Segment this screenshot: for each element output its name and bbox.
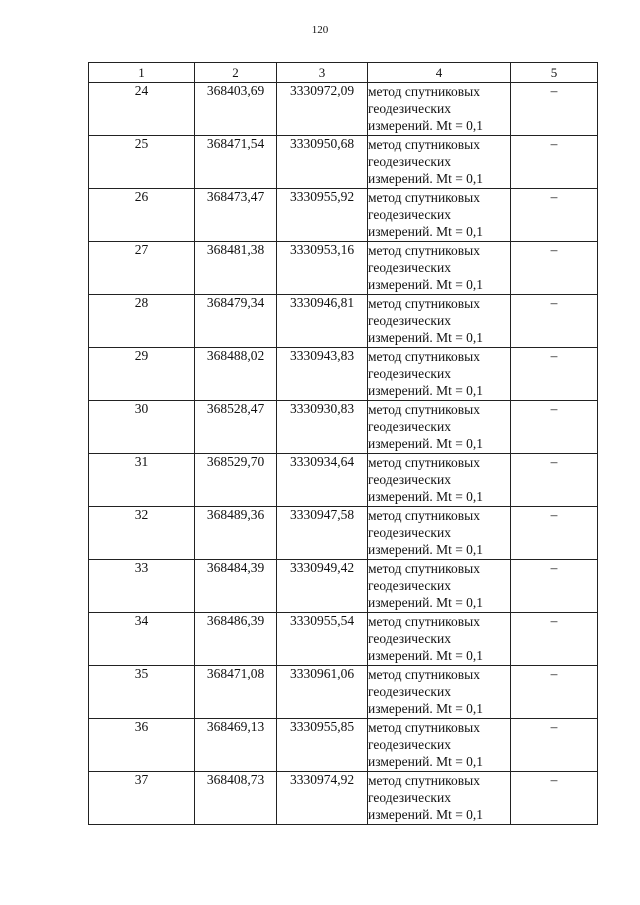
coordinate-x: 368408,73 [195,772,277,825]
method-line-3: измерений. Mt = 0,1 [368,436,484,451]
method-line-3: измерений. Mt = 0,1 [368,118,484,133]
method-line-1: метод спутниковых [368,773,480,788]
header-col-5: 5 [511,63,598,83]
table-row [89,560,598,613]
method-line-2: геодезических [368,525,451,540]
table-row [89,242,598,295]
method-line-3: измерений. Mt = 0,1 [368,330,484,345]
method-cell [368,295,511,348]
coordinate-y: 3330955,85 [277,719,368,772]
point-number: 34 [89,613,195,666]
coordinate-y: 3330949,42 [277,560,368,613]
method-line-1: метод спутниковых [368,190,480,205]
header-col-2: 2 [195,63,277,83]
method-line-2: геодезических [368,419,451,434]
coordinate-x: 368488,02 [195,348,277,401]
method-cell [368,348,511,401]
method-cell [368,719,511,772]
method-line-1: метод спутниковых [368,402,480,417]
table-row [89,189,598,242]
coordinate-y: 3330947,58 [277,507,368,560]
point-number: 26 [89,189,195,242]
coordinate-x: 368473,47 [195,189,277,242]
coordinate-y: 3330955,92 [277,189,368,242]
coordinate-y: 3330955,54 [277,613,368,666]
method-line-2: геодезических [368,101,451,116]
header-col-1: 1 [89,63,195,83]
method-line-1: метод спутниковых [368,243,480,258]
method-line-2: геодезических [368,207,451,222]
method-line-3: измерений. Mt = 0,1 [368,807,484,822]
method-cell [368,560,511,613]
coordinate-x: 368479,34 [195,295,277,348]
method-line-3: измерений. Mt = 0,1 [368,595,484,610]
method-line-3: измерений. Mt = 0,1 [368,489,484,504]
coordinate-x: 368484,39 [195,560,277,613]
coordinate-y: 3330934,64 [277,454,368,507]
coordinate-y: 3330943,83 [277,348,368,401]
table-body [89,83,598,825]
note-cell: – [511,83,598,136]
method-line-2: геодезических [368,472,451,487]
table-row [89,348,598,401]
point-number: 32 [89,507,195,560]
note-cell: – [511,136,598,189]
note-cell: – [511,189,598,242]
method-line-2: геодезических [368,737,451,752]
point-number: 25 [89,136,195,189]
method-cell [368,507,511,560]
coordinate-x: 368528,47 [195,401,277,454]
point-number: 37 [89,772,195,825]
coordinate-x: 368486,39 [195,613,277,666]
table-row [89,401,598,454]
method-line-2: геодезических [368,578,451,593]
method-cell [368,454,511,507]
header-col-4: 4 [368,63,511,83]
method-line-2: геодезических [368,154,451,169]
coordinate-y: 3330953,16 [277,242,368,295]
method-line-1: метод спутниковых [368,349,480,364]
note-cell: – [511,719,598,772]
method-line-1: метод спутниковых [368,84,480,99]
note-cell: – [511,242,598,295]
note-cell: – [511,613,598,666]
note-cell: – [511,401,598,454]
method-line-3: измерений. Mt = 0,1 [368,224,484,239]
coordinate-x: 368403,69 [195,83,277,136]
coordinate-x: 368481,38 [195,242,277,295]
note-cell: – [511,348,598,401]
coordinate-y: 3330961,06 [277,666,368,719]
method-line-2: геодезических [368,366,451,381]
coordinate-y: 3330972,09 [277,83,368,136]
coordinate-x: 368469,13 [195,719,277,772]
note-cell: – [511,772,598,825]
method-cell [368,613,511,666]
method-line-1: метод спутниковых [368,667,480,682]
method-line-3: измерений. Mt = 0,1 [368,171,484,186]
method-line-3: измерений. Mt = 0,1 [368,383,484,398]
table-row [89,295,598,348]
table-header-row [89,63,598,83]
coordinate-y: 3330946,81 [277,295,368,348]
method-line-1: метод спутниковых [368,455,480,470]
method-line-2: геодезических [368,684,451,699]
point-number: 28 [89,295,195,348]
note-cell: – [511,454,598,507]
point-number: 33 [89,560,195,613]
point-number: 31 [89,454,195,507]
method-cell [368,242,511,295]
table-row [89,719,598,772]
table-row [89,666,598,719]
method-cell [368,136,511,189]
table-row [89,454,598,507]
method-line-1: метод спутниковых [368,561,480,576]
method-line-1: метод спутниковых [368,720,480,735]
point-number: 36 [89,719,195,772]
method-line-3: измерений. Mt = 0,1 [368,701,484,716]
note-cell: – [511,507,598,560]
header-col-3: 3 [277,63,368,83]
method-line-1: метод спутниковых [368,614,480,629]
note-cell: – [511,295,598,348]
page-number: 120 [311,24,329,36]
note-cell: – [511,666,598,719]
table-row [89,507,598,560]
method-line-3: измерений. Mt = 0,1 [368,754,484,769]
method-line-3: измерений. Mt = 0,1 [368,542,484,557]
coordinate-y: 3330950,68 [277,136,368,189]
method-cell [368,772,511,825]
method-line-2: геодезических [368,790,451,805]
method-line-2: геодезических [368,260,451,275]
point-number: 27 [89,242,195,295]
coordinate-x: 368489,36 [195,507,277,560]
point-number: 35 [89,666,195,719]
point-number: 29 [89,348,195,401]
method-line-2: геодезических [368,313,451,328]
method-line-3: измерений. Mt = 0,1 [368,277,484,292]
point-number: 30 [89,401,195,454]
method-cell [368,401,511,454]
note-cell: – [511,560,598,613]
method-cell [368,666,511,719]
table-row [89,772,598,825]
coordinate-x: 368529,70 [195,454,277,507]
table-row [89,136,598,189]
table-row [89,613,598,666]
coordinate-x: 368471,08 [195,666,277,719]
method-cell [368,83,511,136]
coordinate-y: 3330974,92 [277,772,368,825]
coordinate-x: 368471,54 [195,136,277,189]
coordinates-table [88,62,598,825]
coordinate-y: 3330930,83 [277,401,368,454]
method-line-1: метод спутниковых [368,137,480,152]
method-cell [368,189,511,242]
method-line-3: измерений. Mt = 0,1 [368,648,484,663]
table-row [89,83,598,136]
method-line-1: метод спутниковых [368,508,480,523]
point-number: 24 [89,83,195,136]
method-line-1: метод спутниковых [368,296,480,311]
method-line-2: геодезических [368,631,451,646]
